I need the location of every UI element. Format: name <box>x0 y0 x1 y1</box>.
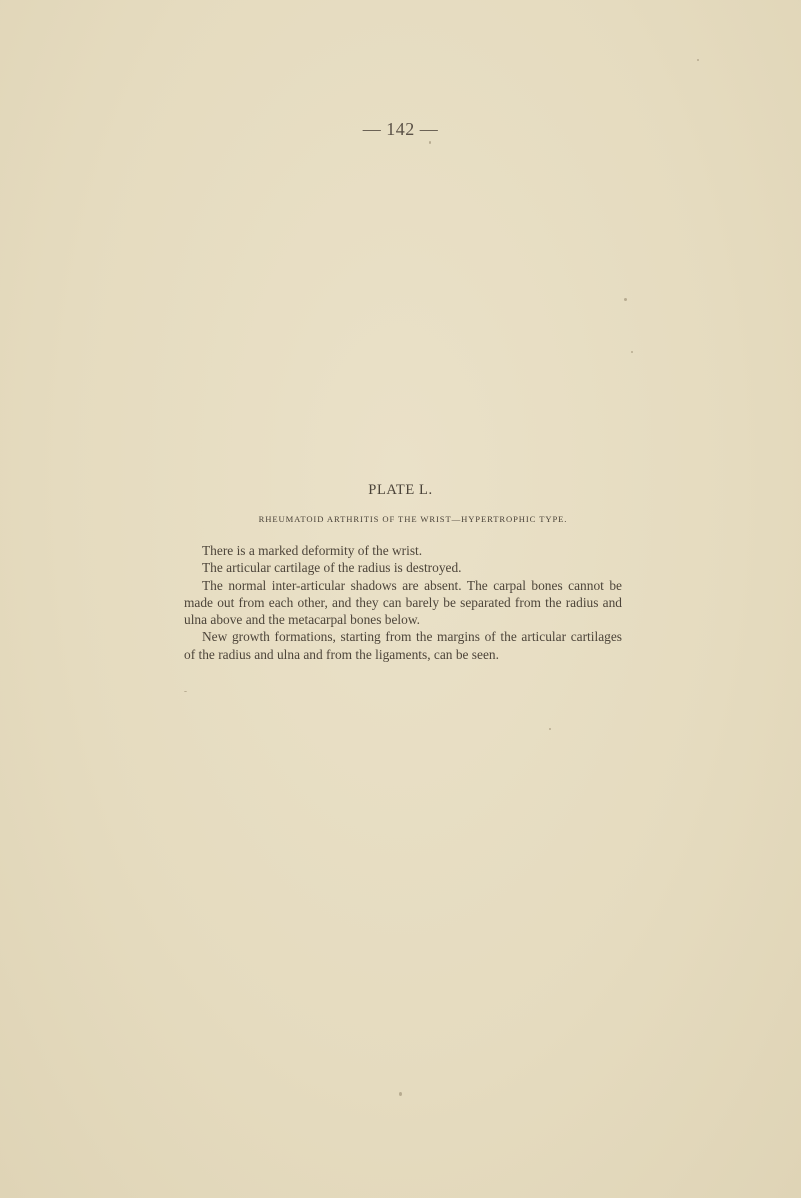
paper-speck <box>631 351 633 353</box>
paper-speck <box>184 691 187 692</box>
paper-speck <box>399 1092 402 1096</box>
paper-speck <box>549 728 551 730</box>
plate-description <box>184 542 622 663</box>
page-number: — 142 — <box>362 119 439 139</box>
plate-title: PLATE L. <box>368 482 433 498</box>
paragraph: New growth formations, starting from the margins of the articular cartilages of the radius and ulna and from the ligaments, can be seen. <box>184 629 622 662</box>
paragraph: There is a marked deformity of the wrist. <box>202 543 423 558</box>
paper-speck <box>624 298 627 301</box>
paper-speck <box>429 141 431 144</box>
paragraph: The articular cartilage of the radius is destroyed. <box>202 560 462 576</box>
paragraph: The normal inter-articular shadows are absent. The carpal bones cannot be made out from each other, and they can barely be separated from the radius and ulna above and the metacarpal bones below. <box>184 577 622 628</box>
plate-subtitle: RHEUMATOID ARTHRITIS OF THE WRIST—HYPERTROPHIC TYPE. <box>258 514 568 524</box>
paper-speck <box>697 59 699 61</box>
